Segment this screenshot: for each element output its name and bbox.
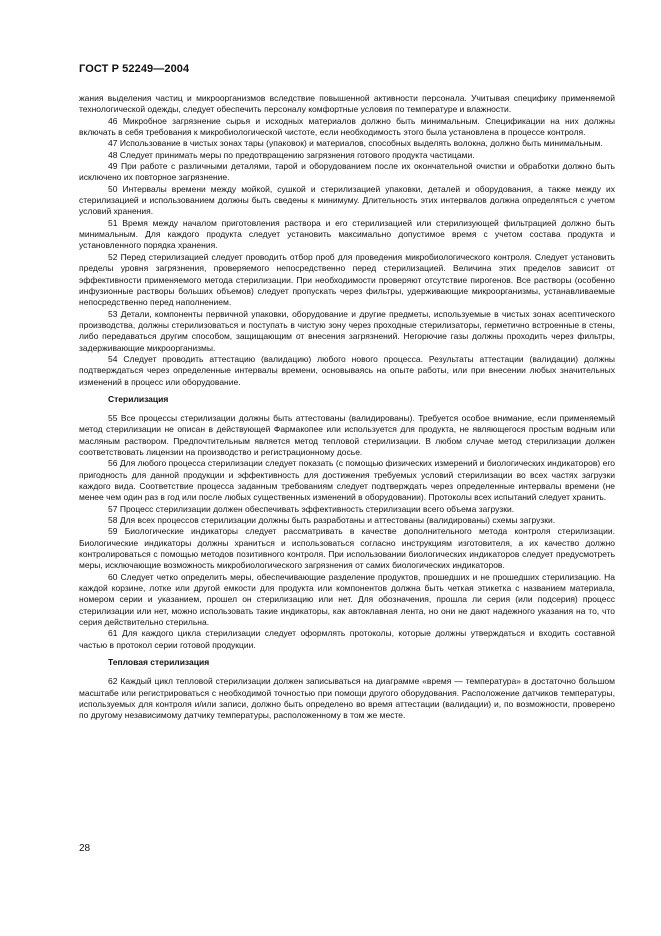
clause-59 bbox=[79, 526, 615, 571]
clause-number: 61 bbox=[108, 628, 118, 639]
clause-text: Следует проводить аттестацию (валидацию) любого нового процесса. Результаты аттестации (валидации) должны подтверждаться через определенные интервалы времени, основываясь на опыте работы, или при внесении любых значительных изменений в процесс или оборудование. bbox=[79, 353, 615, 387]
clause-number: 51 bbox=[108, 217, 118, 228]
clause-number: 46 bbox=[108, 115, 118, 126]
clause-61 bbox=[79, 628, 615, 651]
clause-number: 47 bbox=[108, 138, 118, 149]
clause-text: Каждый цикл тепловой стерилизации должен записываться на диаграмме «время — температура» в достаточно большом масштабе или регистрироваться с необходимой точностью при помощи другого оборудования. Расположение датчиков температуры, используемых для контроля и/или записи, должно быть определено во время аттестации (валидации) и, по возможности, проверено по другому независимому датчику температуры, расположенному в том же месте. bbox=[79, 676, 615, 721]
clause-54 bbox=[79, 354, 615, 388]
document-body bbox=[79, 93, 615, 722]
clause-text: Использование в чистых зонах тары (упаковок) и материалов, способных выделять волокна, должно быть минимальным. bbox=[119, 138, 603, 149]
section-heading-heat-sterilization: Тепловая стерилизация bbox=[108, 657, 210, 668]
clause-50 bbox=[79, 184, 615, 218]
clause-number: 62 bbox=[108, 676, 118, 687]
clause-47 bbox=[79, 138, 615, 149]
clause-text: Для каждого цикла стерилизации следует оформлять протоколы, которые должны утверждаться и входить составной частью в протокол серии готовой продукции. bbox=[79, 628, 615, 650]
clause-text: жания выделения частиц и микроорганизмов вследствие повышенной активности персонала. Учитывая специфику применяемой технологической одежды, следует обеспечить персоналу комфортные условия по температуре и влажности. bbox=[79, 93, 615, 115]
clause-57 bbox=[79, 504, 615, 515]
clause-text: При работе с различными деталями, тарой и оборудованием после их окончательной очистки и обработки должно быть исключено их повторное загрязнение. bbox=[79, 161, 615, 183]
paragraph-group-sterilization bbox=[79, 413, 615, 651]
paragraph-continuation bbox=[79, 93, 615, 116]
page-number: 28 bbox=[79, 843, 91, 854]
clause-number: 48 bbox=[108, 149, 118, 160]
clause-text: Для всех процессов стерилизации должны быть разработаны и аттестованы (валидированы) схемы загрузки. bbox=[119, 515, 556, 526]
clause-number: 57 bbox=[108, 503, 118, 514]
clause-number: 49 bbox=[108, 161, 118, 172]
clause-text: Все процессы стерилизации должны быть аттестованы (валидированы). Требуется особое внимание, если применяемый метод стерилизации не описан в действующей Фармакопее или используется для продукта, не являющегося простым водным или масляным раствором. Предпочтительным является метод тепловой стерилизации. В любом случае метод стерилизации должен соответствовать лицензии на производство и регистрационному досье. bbox=[79, 412, 615, 457]
clause-text: Следует принимать меры по предотвращению загрязнения готового продукта частицами. bbox=[119, 149, 475, 160]
clause-48 bbox=[79, 150, 615, 161]
clause-number: 55 bbox=[108, 412, 118, 423]
clause-number: 58 bbox=[108, 515, 118, 526]
clause-text: Для любого процесса стерилизации следует показать (с помощью физических измерений и биологических индикаторов) его пригодность для данной продукции и эффективность для достижения требуемых условий стерилизации во всех частях загрузки каждого вида. Соответствие процесса заданным требованиям следует подтверждать через определенные интервалы времени (не менее чем один раз в год или после любых существенных изменений в оборудовании). Протоколы всех испытаний следует хранить. bbox=[79, 458, 615, 503]
document-code-header: ГОСТ Р 52249—2004 bbox=[79, 63, 190, 75]
clause-text: Процесс стерилизации должен обеспечивать эффективность стерилизации всего объема загрузки. bbox=[119, 503, 515, 514]
clause-number: 52 bbox=[108, 251, 118, 262]
paragraph-group-heat-sterilization bbox=[79, 676, 615, 721]
clause-60 bbox=[79, 572, 615, 629]
paragraph-group-top bbox=[79, 93, 615, 388]
clause-55 bbox=[79, 413, 615, 458]
clause-number: 53 bbox=[108, 308, 118, 319]
clause-number: 56 bbox=[108, 458, 118, 469]
clause-text: Перед стерилизацией следует проводить отбор проб для проведения микробиологического контроля. Следует установить пределы уровня загрязнения, проверяемого непосредственно перед стерилизацией. Величина этих пределов зависит от эффективности применяемого метода стерилизации. При необходимости проверяют отсутствие пирогенов. Все растворы (особенно инфузионные растворы больших объемов) следует пропускать через фильтры, удерживающие микроорганизмы, устанавливаемые непосредственно перед наполнением. bbox=[79, 251, 615, 308]
clause-56 bbox=[79, 458, 615, 503]
clause-number: 50 bbox=[108, 183, 118, 194]
clause-text: Биологические индикаторы следует рассматривать в качестве дополнительного метода контроля стерилизации. Биологические индикаторы должны храниться и использоваться согласно инструкциям изготовителя, а их качество должно контролироваться с помощью методов позитивного контроля. При использовании биологических индикаторов следует предусмотреть меры, исключающие возможность микробиологического загрязнения от самих биологических индикаторов. bbox=[79, 526, 615, 571]
clause-number: 59 bbox=[108, 526, 118, 537]
section-heading-sterilization: Стерилизация bbox=[108, 393, 169, 404]
clause-text: Детали, компоненты первичной упаковки, оборудование и другие предметы, используемые в чистых зонах асептического производства, должны стерилизоваться и поступать в чистую зону через проходные стерилизаторы, герметично встроенные в стены, либо передаваться другим способом, защищающим от внесения загрязнений. Негорючие газы должны проходить через фильтры, задерживающие микроорганизмы. bbox=[79, 308, 615, 353]
clause-58 bbox=[79, 515, 615, 526]
clause-49 bbox=[79, 161, 615, 184]
clause-number: 54 bbox=[108, 353, 118, 364]
clause-number: 60 bbox=[108, 571, 118, 582]
clause-62 bbox=[79, 676, 615, 721]
clause-text: Интервалы времени между мойкой, сушкой и стерилизацией упаковки, деталей и оборудования, а также между их стерилизацией и использованием должны быть сведены к минимуму. Длительность этих интервалов должна определяться с учетом условий хранения. bbox=[79, 183, 615, 217]
clause-text: Микробное загрязнение сырья и исходных материалов должно быть минимальным. Спецификации на них должны включать в себя требования к микробиологической чистоте, если необходимость этого была установлена в процессе контроля. bbox=[79, 115, 615, 138]
clause-text: Время между началом приготовления раствора и его стерилизацией или стерилизующей фильтрацией должно быть минимальным. Для каждого продукта следует установить максимально допустимое время с учетом состава продукта и установленного порядка хранения. bbox=[79, 217, 615, 251]
clause-46 bbox=[79, 116, 615, 139]
clause-51 bbox=[79, 218, 615, 252]
clause-53 bbox=[79, 309, 615, 354]
clause-52 bbox=[79, 252, 615, 309]
clause-text: Следует четко определить меры, обеспечивающие разделение продуктов, прошедших и не прошедших стерилизацию. На каждой корзине, лотке или другой емкости для продукта или компонентов должна быть четкая этикетка с названием материала, номером серии и указанием, прошел он стерилизацию или нет. Для обозначения, прошла ли серия (или подсерия) процесс стерилизации или нет, можно использовать такие индикаторы, как автоклавная лента, но они не дают надежного указания на то, что серия действительно стерильна. bbox=[79, 571, 615, 628]
